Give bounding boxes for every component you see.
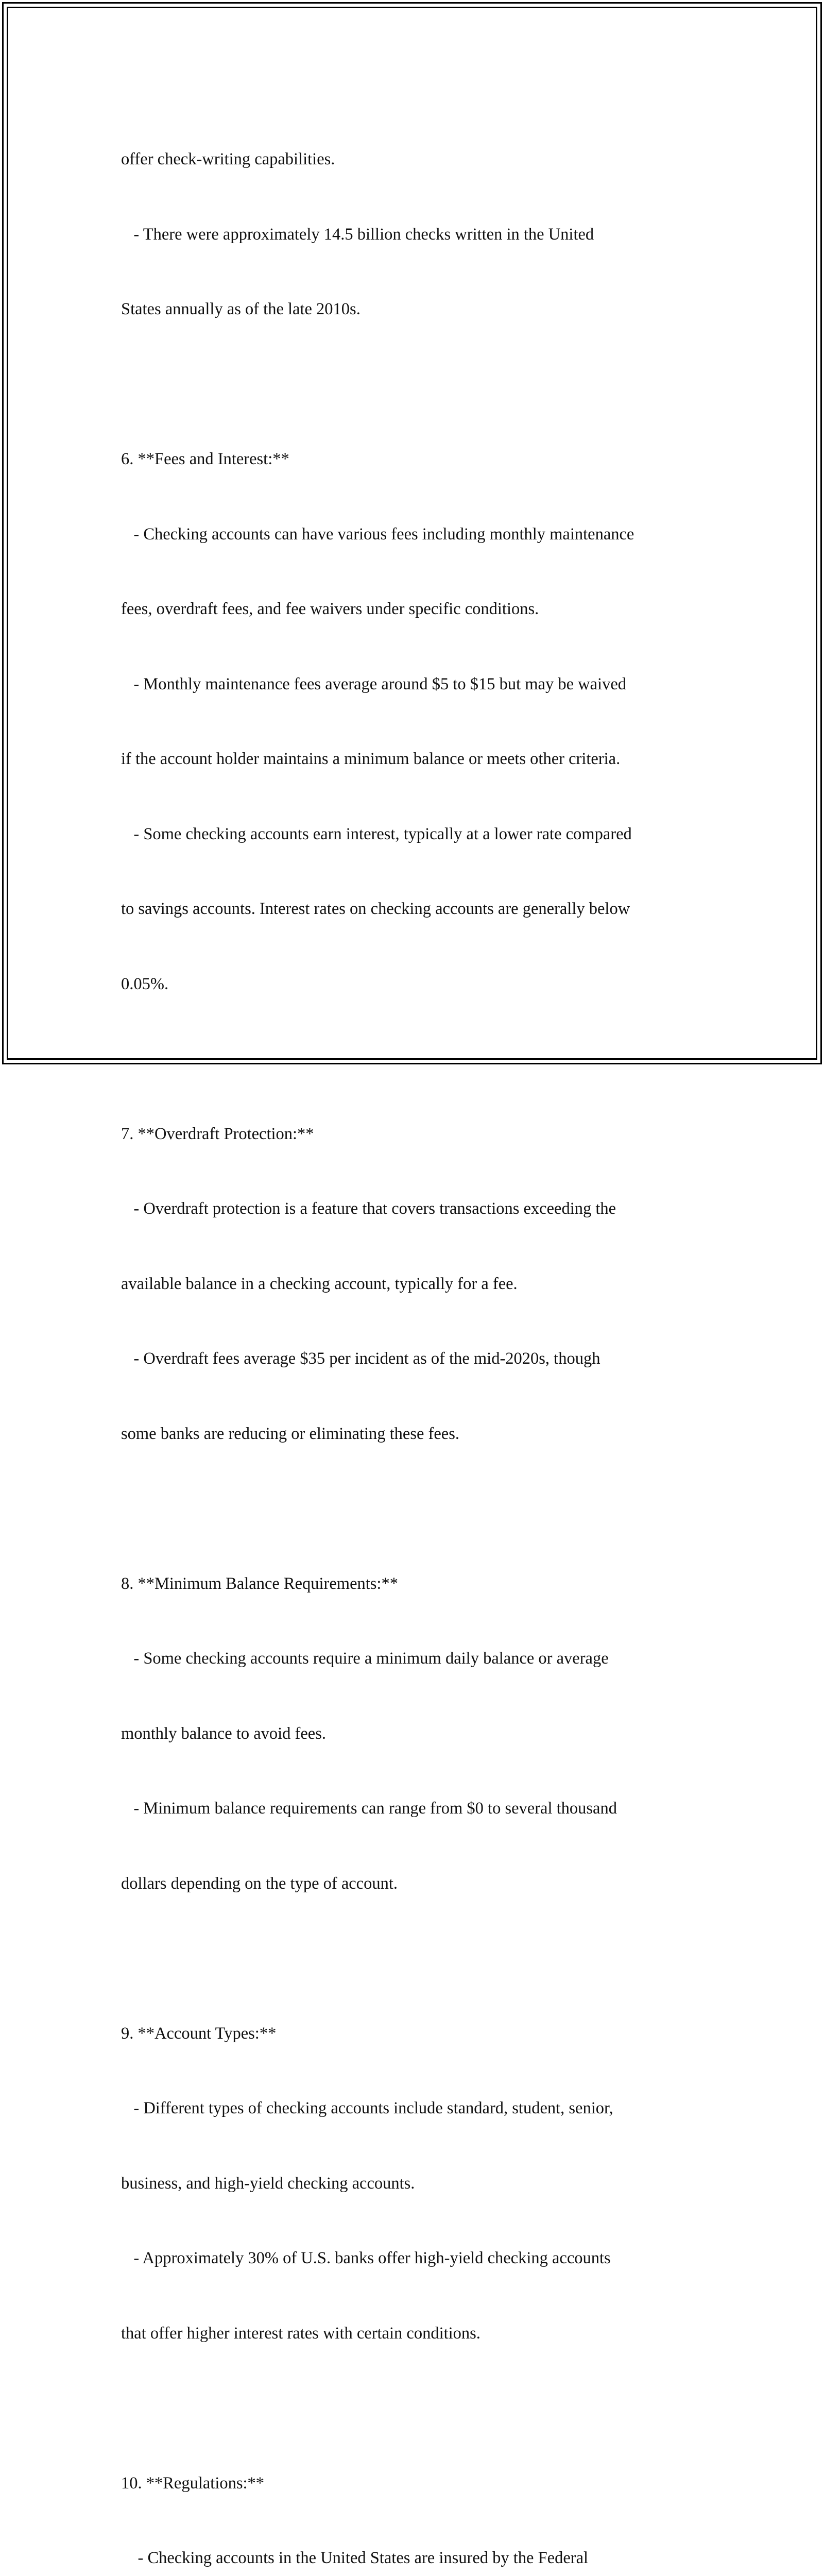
text-line: offer check-writing capabilities. <box>121 150 335 168</box>
document-body <box>121 97 713 2576</box>
text-line: - Approximately 30% of U.S. banks offer high-yield checking accounts <box>121 2249 611 2267</box>
text-line: fees, overdraft fees, and fee waivers under specific conditions. <box>121 600 539 618</box>
blank-line <box>121 372 713 397</box>
blank-line <box>121 2396 713 2421</box>
text-line: to savings accounts. Interest rates on checking accounts are generally below <box>121 900 630 918</box>
section-heading: 8. **Minimum Balance Requirements:** <box>121 1574 398 1593</box>
text-line: - Some checking accounts earn interest, typically at a lower rate compared <box>121 824 632 843</box>
text-line: some banks are reducing or eliminating these fees. <box>121 1424 459 1443</box>
blank-line <box>121 1496 713 1521</box>
blank-line <box>121 1046 713 1072</box>
text-line: that offer higher interest rates with certain conditions. <box>121 2324 480 2343</box>
blank-line <box>121 1946 713 1971</box>
text-line: - There were approximately 14.5 billion checks written in the United <box>121 225 594 244</box>
section-heading: 6. **Fees and Interest:** <box>121 450 289 468</box>
text-line: - Some checking accounts require a minimum daily balance or average <box>121 1649 609 1668</box>
section-heading: 7. **Overdraft Protection:** <box>121 1124 314 1143</box>
text-line: - Checking accounts can have various fees including monthly maintenance <box>121 524 634 544</box>
text-line: States annually as of the late 2010s. <box>121 300 360 318</box>
text-line: if the account holder maintains a minimum balance or meets other criteria. <box>121 750 621 768</box>
text-line: - Different types of checking accounts include standard, student, senior, <box>121 2099 613 2117</box>
section-heading: 9. **Account Types:** <box>121 2024 277 2043</box>
text-line: - Overdraft protection is a feature that covers transactions exceeding the <box>121 1199 616 1218</box>
text-line: business, and high-yield checking accounts. <box>121 2174 415 2193</box>
text-line: available balance in a checking account, typically for a fee. <box>121 1274 518 1293</box>
text-line: - Overdraft fees average $35 per incident as of the mid-2020s, though <box>121 1349 600 1368</box>
text-line: - Monthly maintenance fees average around $5 to $15 but may be waived <box>121 674 626 693</box>
text-line: monthly balance to avoid fees. <box>121 1724 326 1743</box>
text-line: 0.05%. <box>121 974 169 993</box>
section-heading: 10. **Regulations:** <box>121 2473 265 2493</box>
text-line: dollars depending on the type of account. <box>121 1874 398 1893</box>
text-line: - Minimum balance requirements can range from $0 to several thousand <box>121 1799 617 1818</box>
text-line: - Checking accounts in the United States are insured by the Federal <box>121 2549 589 2567</box>
